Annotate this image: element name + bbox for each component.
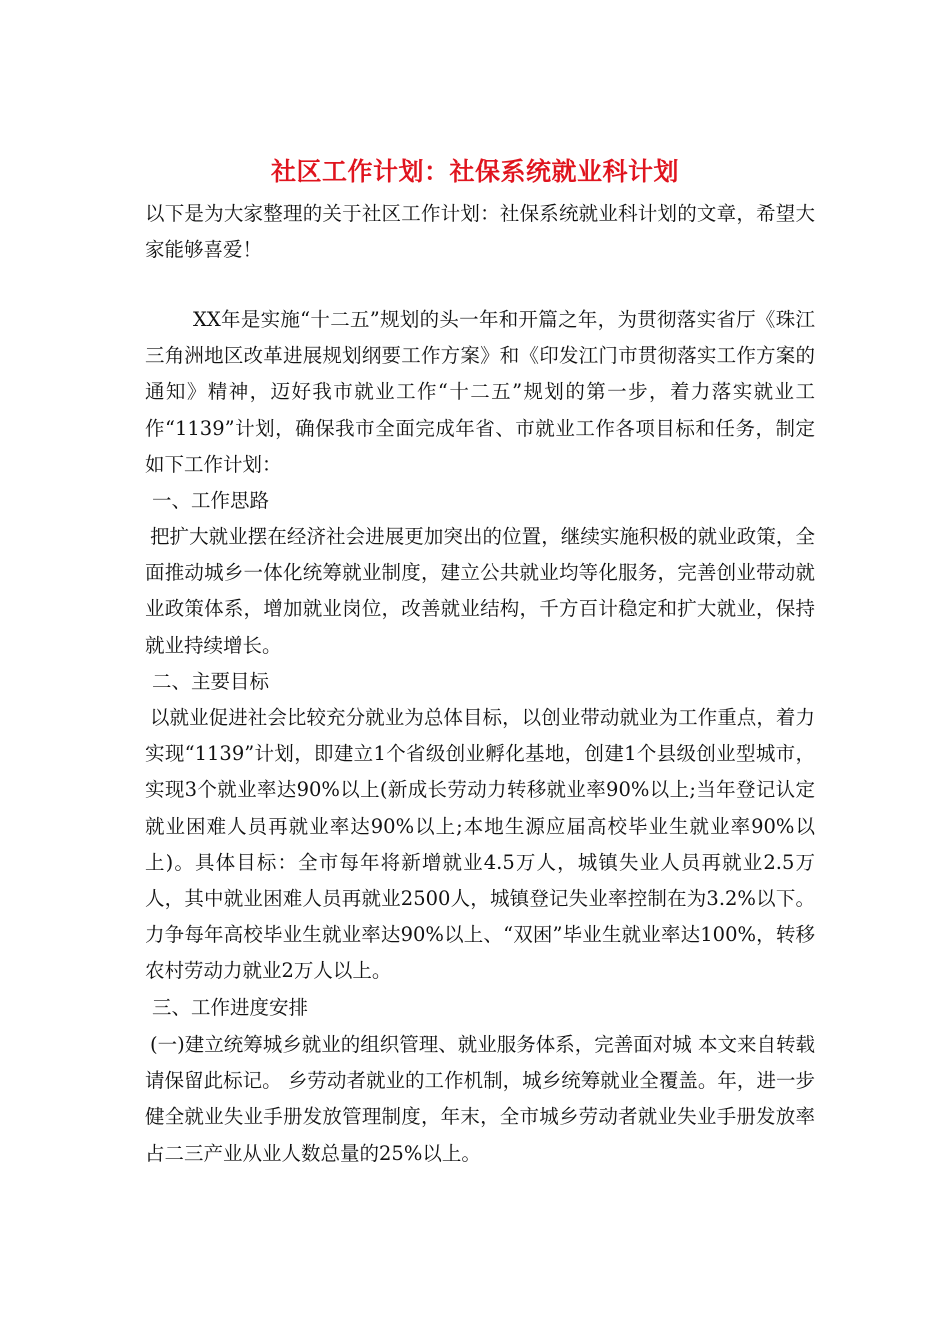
intro-paragraph: 以下是为大家整理的关于社区工作计划：社保系统就业科计划的文章，希望大家能够喜爱！ (145, 202, 815, 262)
paragraph-work-approach: 把扩大就业摆在经济社会进展更加突出的位置，继续实施积极的就业政策，全面推动城乡一体化统筹就业制度，建立公共就业均等化服务，完善创业带动就业政策体系，增加就业岗位，改善就业结构，千方百计稳定和扩大就业，保持就业持续增长。 (145, 525, 815, 657)
paragraph-background: XX年是实施“十二五”规划的头一年和开篇之年，为贯彻落实省厅《珠江三角洲地区改革进展规划纲要工作方案》和《印发江门市贯彻落实工作方案的通知》精神，迈好我市就业工作“十二五”规划的第一步，着力落实就业工作“1139”计划，确保我市全面完成年省、市就业工作各项目标和任务，制定如下工作计划： (145, 308, 815, 476)
paragraph-main-goals: 以就业促进社会比较充分就业为总体目标，以创业带动就业为工作重点，着力实现“1139”计划，即建立1个省级创业孵化基地，创建1个县级创业型城市，实现3个就业率达90%以上(新成长劳动力转移就业率90%以上;当年登记认定就业困难人员再就业率达90%以上;本地生源应届高校毕业生就业率90%以上)。具体目标：全市每年将新增就业4.5万人，城镇失业人员再就业2.5万人，其中就业困难人员再就业2500人，城镇登记失业率控制在为3.2%以下。力争每年高校毕业生就业率达90%以上、“双困”毕业生就业率达100%，转移农村劳动力就业2万人以上。 (145, 706, 815, 983)
section-heading-schedule: 三、工作进度安排 (152, 996, 309, 1019)
paragraph-schedule: (一)建立统筹城乡就业的组织管理、就业服务体系，完善面对城 本文来自转载请保留此标记。 乡劳动者就业的工作机制，城乡统筹就业全覆盖。年，进一步健全就业失业手册发放管理制度，年末，全市城乡劳动者就业失业手册发放率占二三产业从业人数总量的25%以上。 (145, 1033, 815, 1165)
section-heading-work-approach: 一、工作思路 (152, 489, 270, 512)
section-heading-main-goals: 二、主要目标 (152, 670, 270, 693)
document-title: 社区工作计划：社保系统就业科计划 (270, 157, 679, 186)
